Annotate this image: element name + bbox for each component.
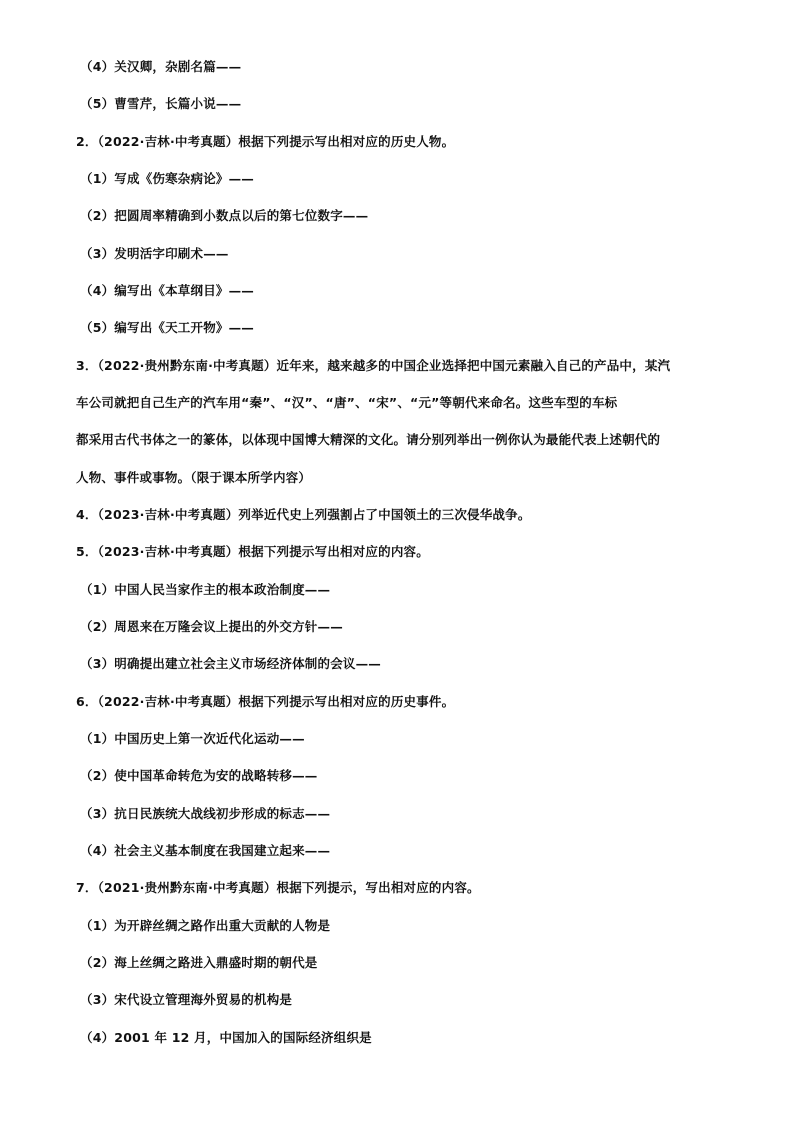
sub-item: （4）关汉卿，杂剧名篇—— xyxy=(80,59,242,74)
sub-item: （5）编写出《天工开物》—— xyxy=(80,320,254,335)
sub-item: （2）周恩来在万隆会议上提出的外交方针—— xyxy=(80,619,343,634)
question-line: 5．（2023·吉林·中考真题）根据下列提示写出相对应的内容。 xyxy=(76,544,429,559)
sub-item: （3）明确提出建立社会主义市场经济体制的会议—— xyxy=(80,656,381,671)
question-line: 4．（2023·吉林·中考真题）列举近代史上列强割占了中国领土的三次侵华战争。 xyxy=(76,507,531,522)
sub-item: （3）发明活字印刷术—— xyxy=(80,246,229,261)
question-line: 6．（2022·吉林·中考真题）根据下列提示写出相对应的历史事件。 xyxy=(76,694,455,709)
sub-item: （3）宋代设立管理海外贸易的机构是 xyxy=(80,992,293,1007)
sub-item: （1）中国人民当家作主的根本政治制度—— xyxy=(80,582,331,597)
sub-item: （1）写成《伤寒杂病论》—— xyxy=(80,171,254,186)
question-line: 3．（2022·贵州黔东南·中考真题）近年来，越来越多的中国企业选择把中国元素融入自己的产品中，某汽 xyxy=(76,358,671,373)
sub-item: （4）2001 年 12 月，中国加入的国际经济组织是 xyxy=(80,1030,372,1045)
question-line: 都采用古代书体之一的篆体，以体现中国博大精深的文化。请分别列举出一例你认为最能代表上述朝代的 xyxy=(76,432,661,447)
question-line: 车公司就把自己生产的汽车用“秦”、“汉”、“唐”、“宋”、“元”等朝代来命名。这些车型的车标 xyxy=(76,395,618,410)
sub-item: （4）社会主义基本制度在我国建立起来—— xyxy=(80,843,331,858)
sub-item: （3）抗日民族统大战线初步形成的标志—— xyxy=(80,806,331,821)
question-line: 人物、事件或事物。（限于课本所学内容） xyxy=(76,470,312,485)
sub-item: （1）为开辟丝绸之路作出重大贡献的人物是 xyxy=(80,918,331,933)
sub-item: （2）把圆周率精确到小数点以后的第七位数字—— xyxy=(80,208,369,223)
sub-item: （2）使中国革命转危为安的战略转移—— xyxy=(80,768,318,783)
sub-item: （4）编写出《本草纲目》—— xyxy=(80,283,254,298)
sub-item: （2）海上丝绸之路进入鼎盛时期的朝代是 xyxy=(80,955,318,970)
question-line: 2．（2022·吉林·中考真题）根据下列提示写出相对应的历史人物。 xyxy=(76,134,455,149)
sub-item: （1）中国历史上第一次近代化运动—— xyxy=(80,731,305,746)
question-line: 7．（2021·贵州黔东南·中考真题）根据下列提示，写出相对应的内容。 xyxy=(76,880,480,895)
sub-item: （5）曹雪芹，长篇小说—— xyxy=(80,96,242,111)
